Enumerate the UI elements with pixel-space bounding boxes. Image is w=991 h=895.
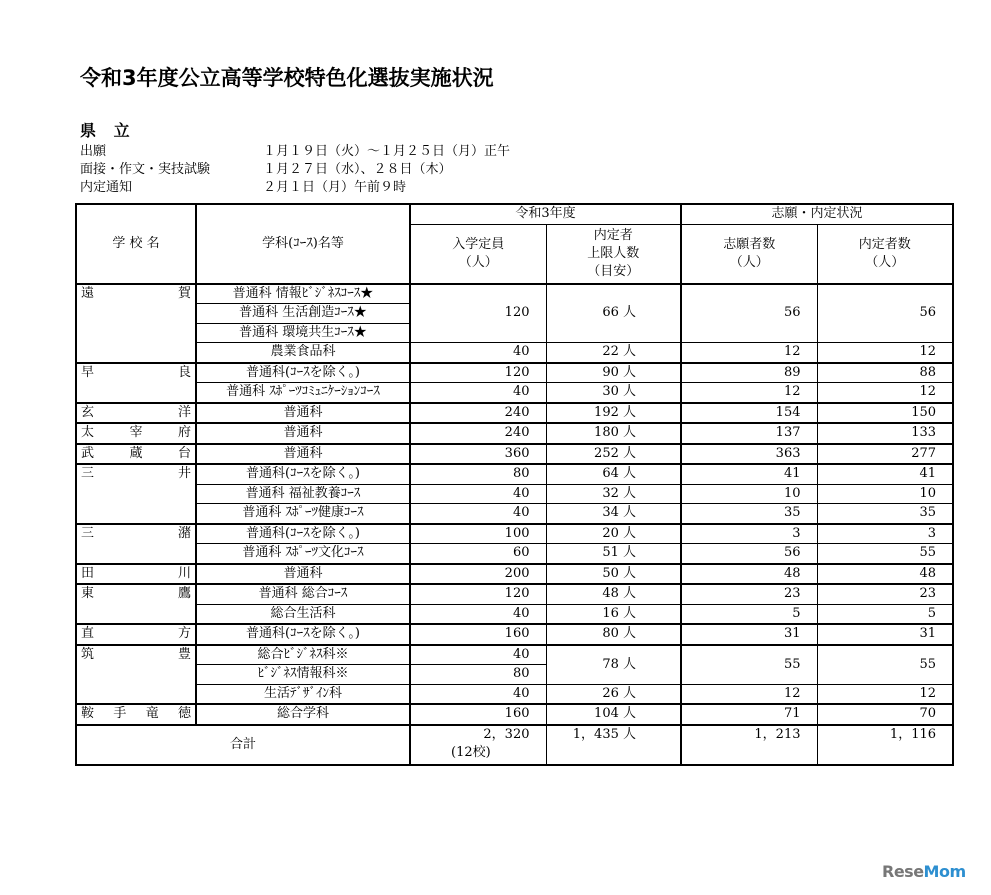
- header-admitted-unit: （人）: [865, 254, 905, 270]
- school-name-char: 蔵: [129, 445, 143, 461]
- results-table: [75, 203, 954, 766]
- capacity-cell: 40: [410, 343, 546, 363]
- admitted-cell: 55: [817, 645, 953, 685]
- admitted-cell: 3: [817, 524, 953, 544]
- capacity-cell: 40: [410, 383, 546, 403]
- table-row: [76, 444, 953, 465]
- limit-cell: 180 人: [546, 423, 681, 444]
- admitted-cell: 48: [817, 564, 953, 585]
- school-name-char: 鞍: [81, 706, 95, 721]
- dept-name: 普通科 ｽﾎﾟｰﾂ文化ｺｰｽ: [196, 544, 410, 564]
- limit-cell: 22 人: [546, 343, 681, 363]
- school-name-chars: [81, 285, 191, 303]
- applicants-cell: 89: [681, 363, 817, 383]
- limit-cell: 252 人: [546, 444, 681, 465]
- limit-cell: 51 人: [546, 544, 681, 564]
- school-name-char: 武: [81, 445, 95, 461]
- header-limit-line: 上限人数: [587, 245, 640, 261]
- capacity-cell: 160: [410, 704, 546, 725]
- school-name-char: 筑: [81, 646, 95, 662]
- school-name-char: 台: [177, 445, 191, 461]
- school-name-char: 府: [177, 425, 191, 440]
- school-name-chars: [81, 465, 191, 483]
- header-group-status: 志願・内定状況: [681, 204, 953, 224]
- capacity-cell: 120: [410, 284, 546, 343]
- applicants-cell: 48: [681, 564, 817, 585]
- table-row: [76, 343, 953, 363]
- applicants-cell: 35: [681, 504, 817, 524]
- dept-name: 生活ﾃﾞｻﾞｲﾝ科: [196, 684, 410, 704]
- schedule-value: １月２７日（水）、２８日（木）: [263, 162, 452, 177]
- admitted-cell: 23: [817, 584, 953, 604]
- limit-cell: 104 人: [546, 704, 681, 725]
- school-name-chars: [81, 585, 191, 603]
- school-name: [76, 645, 196, 705]
- school-name-chars: [81, 424, 191, 442]
- admitted-cell: 35: [817, 504, 953, 524]
- capacity-cell: 60: [410, 544, 546, 564]
- resemom-logo: [882, 862, 966, 881]
- applicants-cell: 137: [681, 423, 817, 444]
- schedule-label: 内定通知: [80, 180, 133, 195]
- capacity-cell: 120: [410, 363, 546, 383]
- capacity-cell: 40: [410, 645, 546, 665]
- limit-cell: 26 人: [546, 684, 681, 704]
- dept-name: 普通科 総合ｺｰｽ: [196, 584, 410, 604]
- schedule-label: 出願: [80, 144, 107, 159]
- dept-name: 普通科(ｺｰｽを除く。): [196, 363, 410, 383]
- total-capacity: [410, 725, 546, 765]
- school-name-char: 豊: [177, 646, 191, 662]
- limit-cell: 90 人: [546, 363, 681, 383]
- admitted-cell: 55: [817, 544, 953, 564]
- dept-name: 普通科 ｽﾎﾟｰﾂ健康ｺｰｽ: [196, 504, 410, 524]
- limit-cell: 50 人: [546, 564, 681, 585]
- school-name-chars: [81, 625, 191, 643]
- admitted-cell: 133: [817, 423, 953, 444]
- applicants-cell: 154: [681, 403, 817, 424]
- school-name-chars: [81, 646, 191, 664]
- school-name-char: 洋: [177, 404, 191, 420]
- school-name-char: 三: [81, 466, 95, 481]
- header-admitted-line: 内定者数: [858, 236, 911, 252]
- total-limit: 1，435 人: [546, 725, 681, 765]
- header-capacity-line: 入学定員: [452, 236, 505, 252]
- dept-name: 普通科: [196, 423, 410, 444]
- limit-cell: 192 人: [546, 403, 681, 424]
- capacity-cell: 40: [410, 604, 546, 624]
- applicants-cell: 41: [681, 464, 817, 484]
- limit-cell: 48 人: [546, 584, 681, 604]
- school-name: [76, 524, 196, 564]
- limit-cell: 66 人: [546, 284, 681, 343]
- table-row: [76, 624, 953, 645]
- school-name: [76, 704, 196, 725]
- header-applicants-unit: （人）: [729, 254, 769, 270]
- school-name-chars: [81, 364, 191, 382]
- school-name-chars: [81, 525, 191, 543]
- limit-cell: 32 人: [546, 484, 681, 504]
- table-row: [76, 564, 953, 585]
- table-row: [76, 484, 953, 504]
- dept-name: 普通科: [196, 403, 410, 424]
- table-body: [76, 284, 953, 725]
- dept-name: ﾋﾞｼﾞﾈｽ情報科※: [196, 665, 410, 685]
- school-name: [76, 624, 196, 645]
- school-name: [76, 363, 196, 403]
- header-applicants: [681, 224, 817, 284]
- applicants-cell: 12: [681, 383, 817, 403]
- admitted-cell: 31: [817, 624, 953, 645]
- school-name-chars: [81, 705, 191, 723]
- header-limit-line: 内定者: [593, 227, 633, 243]
- header-school: 学 校 名: [76, 204, 196, 284]
- limit-cell: 80 人: [546, 624, 681, 645]
- dept-name: 総合学科: [196, 704, 410, 725]
- applicants-cell: 55: [681, 645, 817, 685]
- admitted-cell: 5: [817, 604, 953, 624]
- dept-name: 普通科(ｺｰｽを除く。): [196, 464, 410, 484]
- admitted-cell: 70: [817, 704, 953, 725]
- header-group-year: 令和3年度: [410, 204, 681, 224]
- total-capacity-value: 2，320: [483, 726, 530, 742]
- applicants-cell: 10: [681, 484, 817, 504]
- schedule-label: 面接・作文・実技試験: [80, 162, 211, 177]
- applicants-cell: 23: [681, 584, 817, 604]
- total-schools: (12校): [451, 744, 491, 760]
- table-row: [76, 383, 953, 403]
- total-label: 合計: [76, 725, 410, 765]
- table-row: [76, 504, 953, 524]
- table-row: [76, 403, 953, 424]
- dept-name: 普通科: [196, 444, 410, 465]
- applicants-cell: 12: [681, 343, 817, 363]
- applicants-cell: 5: [681, 604, 817, 624]
- header-admitted: [817, 224, 953, 284]
- school-name-char: 賀: [177, 285, 191, 301]
- school-name-char: 良: [177, 364, 191, 380]
- table-row: [76, 524, 953, 544]
- school-name-char: 直: [81, 626, 95, 641]
- school-name: [76, 464, 196, 524]
- table-row: [76, 684, 953, 704]
- header-limit: [546, 224, 681, 284]
- dept-name: 普通科 福祉教養ｺｰｽ: [196, 484, 410, 504]
- school-name: [76, 444, 196, 465]
- capacity-cell: 40: [410, 504, 546, 524]
- applicants-cell: 71: [681, 704, 817, 725]
- table-row: [76, 464, 953, 484]
- capacity-cell: 120: [410, 584, 546, 604]
- applicants-cell: 12: [681, 684, 817, 704]
- applicants-cell: 31: [681, 624, 817, 645]
- applicants-cell: 3: [681, 524, 817, 544]
- dept-name: 農業食品科: [196, 343, 410, 363]
- school-name: [76, 284, 196, 363]
- dept-name: 普通科 生活創造ｺｰｽ★: [196, 304, 410, 324]
- header-capacity-unit: （人）: [458, 254, 498, 270]
- header-dept: 学科(ｺｰｽ)名等: [196, 204, 410, 284]
- capacity-cell: 240: [410, 423, 546, 444]
- school-name: [76, 564, 196, 585]
- applicants-cell: 56: [681, 544, 817, 564]
- admitted-cell: 88: [817, 363, 953, 383]
- applicants-cell: 56: [681, 284, 817, 343]
- total-admitted: 1，116: [817, 725, 953, 765]
- capacity-cell: 240: [410, 403, 546, 424]
- school-name-char: 玄: [81, 404, 95, 420]
- dept-name: 普通科 環境共生ｺｰｽ★: [196, 323, 410, 343]
- header-row: [76, 204, 953, 224]
- school-name: [76, 423, 196, 444]
- dept-name: 普通科(ｺｰｽを除く。): [196, 624, 410, 645]
- header-limit-unit: （目安）: [587, 263, 640, 279]
- table-row: [76, 544, 953, 564]
- admitted-cell: 41: [817, 464, 953, 484]
- limit-cell: 34 人: [546, 504, 681, 524]
- admitted-cell: 12: [817, 343, 953, 363]
- logo-text: Rese: [882, 862, 924, 881]
- limit-cell: 30 人: [546, 383, 681, 403]
- school-name-char: 遠: [81, 285, 95, 301]
- admitted-cell: 277: [817, 444, 953, 465]
- capacity-cell: 160: [410, 624, 546, 645]
- applicants-cell: 363: [681, 444, 817, 465]
- dept-name: 総合ﾋﾞｼﾞﾈｽ科※: [196, 645, 410, 665]
- schedule-value: ２月１日（月）午前９時: [263, 180, 407, 195]
- dept-name: 普通科(ｺｰｽを除く。): [196, 524, 410, 544]
- school-name-char: 川: [177, 565, 191, 581]
- school-name-char: 東: [81, 586, 95, 601]
- capacity-cell: 80: [410, 464, 546, 484]
- table-row: [76, 604, 953, 624]
- admitted-cell: 150: [817, 403, 953, 424]
- table-row: [76, 704, 953, 725]
- admitted-cell: 56: [817, 284, 953, 343]
- header-applicants-line: 志願者数: [723, 236, 776, 252]
- total-applicants: 1，213: [681, 725, 817, 765]
- school-name-chars: [81, 565, 191, 583]
- capacity-cell: 40: [410, 684, 546, 704]
- limit-cell: 64 人: [546, 464, 681, 484]
- school-name-char: 鷹: [177, 586, 191, 601]
- school-name-char: 宰: [129, 425, 143, 440]
- school-name-char: 田: [81, 565, 95, 581]
- logo-text: Mom: [923, 862, 966, 881]
- school-name-char: 竜: [145, 706, 159, 721]
- school-name-char: 井: [177, 466, 191, 481]
- school-name-char: 三: [81, 525, 95, 541]
- table-row: [76, 423, 953, 444]
- school-name-char: 方: [177, 626, 191, 641]
- school-name: [76, 403, 196, 424]
- table-row: [76, 284, 953, 304]
- capacity-cell: 360: [410, 444, 546, 465]
- school-name: [76, 584, 196, 624]
- schedule-value: １月１９日（火）～１月２５日（月）正午: [263, 144, 511, 159]
- school-name-char: 太: [81, 425, 95, 440]
- admitted-cell: 12: [817, 684, 953, 704]
- total-row: [76, 725, 953, 765]
- capacity-cell: 200: [410, 564, 546, 585]
- section-subtitle: 県 立: [80, 121, 136, 140]
- capacity-cell: 100: [410, 524, 546, 544]
- table-row: [76, 584, 953, 604]
- page-title: 令和3年度公立高等学校特色化選抜実施状況: [80, 66, 494, 90]
- header-capacity: [410, 224, 546, 284]
- dept-name: 普通科: [196, 564, 410, 585]
- limit-cell: 16 人: [546, 604, 681, 624]
- capacity-cell: 80: [410, 665, 546, 685]
- school-name-char: 早: [81, 364, 95, 380]
- table-row: [76, 645, 953, 665]
- capacity-cell: 40: [410, 484, 546, 504]
- school-name-char: 手: [113, 706, 127, 721]
- school-name-char: 徳: [177, 706, 191, 721]
- dept-name: 普通科 ｽﾎﾟｰﾂｺﾐｭﾆｹｰｼｮﾝｺｰｽ: [196, 383, 410, 403]
- dept-name: 総合生活科: [196, 604, 410, 624]
- school-name-char: 潴: [177, 525, 191, 541]
- admitted-cell: 10: [817, 484, 953, 504]
- dept-name: 普通科 情報ﾋﾞｼﾞﾈｽｺｰｽ★: [196, 284, 410, 304]
- limit-cell: 20 人: [546, 524, 681, 544]
- admitted-cell: 12: [817, 383, 953, 403]
- school-name-chars: [81, 404, 191, 422]
- table-row: [76, 363, 953, 383]
- school-name-chars: [81, 445, 191, 463]
- limit-cell: 78 人: [546, 645, 681, 685]
